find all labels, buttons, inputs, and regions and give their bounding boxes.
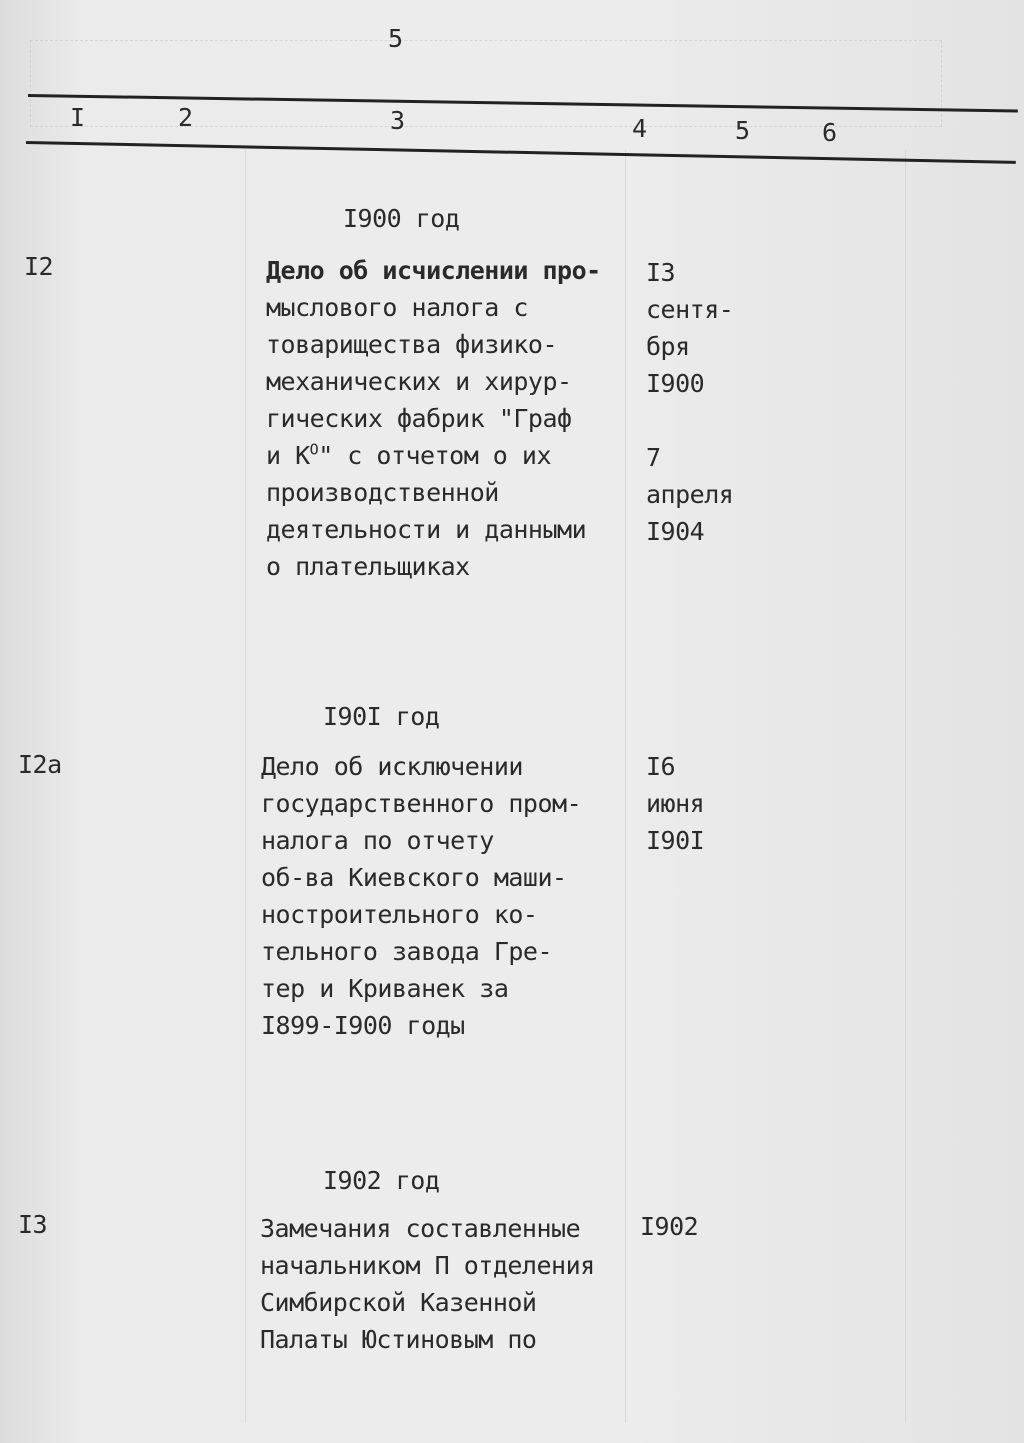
superscript-o: О (309, 440, 319, 459)
title-line: мыслового налога с (266, 293, 528, 322)
title-line (266, 437, 601, 474)
header-rule-bottom (26, 141, 1016, 164)
title-line: товарищества физико- (266, 330, 558, 359)
column-number-4: 4 (632, 114, 647, 143)
page-number: 5 (388, 24, 403, 53)
entry-title (260, 1210, 595, 1358)
entry-dates (646, 254, 733, 550)
title-line: механических и хирур- (266, 367, 572, 396)
title-line: об-ва Киевского маши- (261, 863, 567, 892)
date-line: июня (646, 789, 705, 818)
title-line: I899-I900 годы (261, 1011, 465, 1040)
column-number-1: I (70, 103, 85, 132)
date-line: I90I (646, 826, 705, 855)
entry-number: I3 (18, 1210, 48, 1239)
title-line-end: " с отчетом о их (318, 441, 552, 470)
title-line: деятельности и данными (266, 515, 587, 544)
title-line: Дело об исключении (261, 752, 523, 781)
title-line: производственной (266, 478, 499, 507)
entry-number: I2а (18, 750, 62, 779)
column-divider (245, 150, 246, 1423)
year-heading: I902 год (323, 1166, 440, 1195)
column-divider (905, 150, 906, 1423)
column-number-5: 5 (735, 116, 750, 145)
title-line: Дело об исчислении про- (266, 256, 601, 285)
title-line: государственного пром- (261, 789, 582, 818)
title-line: Симбирской Казенной (260, 1288, 537, 1317)
date-line: 7 (646, 443, 661, 472)
entry-dates (646, 748, 704, 859)
date-line: I902 (640, 1212, 699, 1241)
date-line: I3 (646, 258, 676, 287)
title-line: тер и Криванек за (261, 974, 509, 1003)
title-line: гических фабрик "Граф (266, 404, 572, 433)
date-line: I904 (646, 517, 705, 546)
entry-number: I2 (24, 252, 54, 281)
faded-header-row (30, 40, 942, 127)
title-line: Замечания составленные (260, 1214, 581, 1243)
date-line-blank (646, 402, 733, 439)
date-line: сентя- (646, 295, 734, 324)
date-line: апреля (646, 480, 734, 509)
title-line: ностроительного ко- (261, 900, 538, 929)
year-heading: I90I год (323, 702, 440, 731)
title-line: тельного завода Гре- (261, 937, 553, 966)
date-line: I6 (646, 752, 676, 781)
entry-dates (640, 1208, 698, 1245)
column-divider (625, 150, 626, 1423)
column-number-6: 6 (822, 118, 837, 147)
title-line: начальником П отделения (260, 1251, 595, 1280)
title-line: о плательщиках (266, 552, 470, 581)
year-heading: I900 год (343, 204, 460, 233)
title-line-start: и К (266, 441, 310, 470)
date-line: I900 (646, 369, 705, 398)
column-number-3: 3 (390, 106, 405, 135)
entry-title (266, 252, 601, 585)
title-line: Палаты Юстиновым по (260, 1325, 537, 1354)
date-line: бря (646, 332, 690, 361)
title-line: налога по отчету (261, 826, 494, 855)
column-number-2: 2 (178, 103, 193, 132)
entry-title (261, 748, 581, 1044)
